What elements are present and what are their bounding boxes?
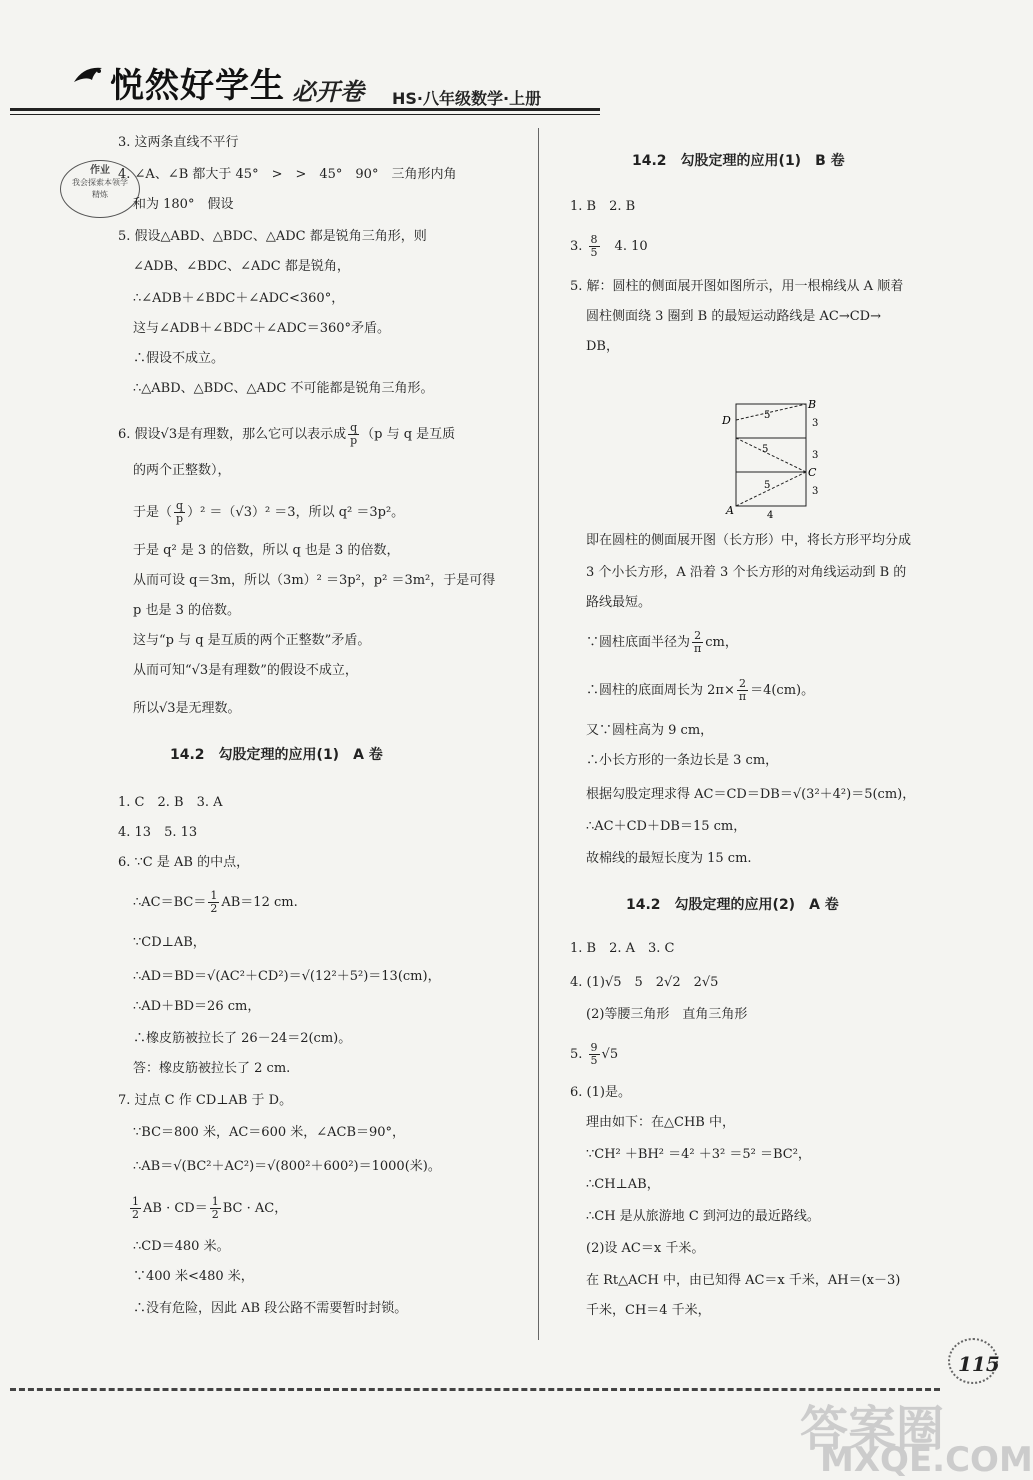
label-c: C [808, 466, 817, 479]
left-line: 5. 假设△ABD、△BDC、△ADC 都是锐角三角形，则 [118, 229, 427, 244]
right-line [570, 1042, 618, 1067]
section-heading: 14.2 勾股定理的应用(1) A 卷 [170, 747, 383, 763]
right-line: (2)设 AC＝x 千米。 [586, 1241, 705, 1256]
height-label: 3 [812, 486, 819, 497]
right-line [586, 630, 738, 655]
page-header [0, 0, 1000, 140]
stamp-line-2: 我会探索本领学 [72, 178, 128, 187]
right-line: 1. B 2. A 3. C [570, 941, 675, 956]
fraction-denominator: π [738, 690, 747, 703]
left-line [133, 890, 298, 915]
left-line: 3. 这两条直线不平行 [118, 135, 239, 150]
fraction-numerator: 2 [692, 630, 703, 643]
label-a: A [726, 504, 734, 517]
left-line: ∠ADB、∠BDC、∠ADC 都是锐角， [133, 259, 350, 274]
right-line: 理由如下：在△CHB 中， [586, 1115, 735, 1130]
text-span: ）² ＝（√3）² ＝3，所以 q² ＝3p²。 [187, 505, 405, 520]
stamp-line-1: 作业 [90, 165, 110, 176]
section-heading: 14.2 勾股定理的应用(1) B 卷 [632, 153, 845, 169]
section-heading: 14.2 勾股定理的应用(2) A 卷 [626, 897, 839, 913]
height-label: 3 [812, 418, 819, 429]
text-span: √5 [601, 1047, 619, 1062]
brand-title: 悦然好学生 [110, 66, 285, 106]
fraction [130, 1196, 141, 1221]
segment-length: 5 [762, 444, 769, 455]
fraction [210, 1196, 221, 1221]
right-line: 千米，CH＝4 千米， [586, 1303, 711, 1318]
left-line: 答：橡皮筋被拉长了 2 cm. [133, 1061, 291, 1076]
right-line: ∵CH² ＋BH² ＝4² ＋3² ＝5² ＝BC²， [586, 1147, 811, 1162]
left-line: 这与“p 与 q 是互质的两个正整数”矛盾。 [133, 633, 371, 648]
right-line: 路线最短。 [586, 595, 652, 610]
bird-logo-icon [72, 62, 108, 92]
right-line: ∴CH⊥AB， [586, 1177, 660, 1192]
left-line: ∵400 米<480 米， [133, 1269, 254, 1284]
left-line: 4. ∠A、∠B 都大于 45° > > 45° 90° 三角形内角 [118, 167, 457, 182]
right-line [586, 678, 814, 703]
left-line: 所以√3是无理数。 [133, 701, 241, 716]
fraction-denominator: p [176, 512, 184, 525]
left-line: ∵BC＝800 米，AC＝600 米，∠ACB＝90°， [133, 1125, 406, 1140]
right-line: 即在圆柱的侧面展开图（长方形）中，将长方形平均分成 [586, 533, 912, 548]
left-line: ∴橡皮筋被拉长了 26－24＝2(cm)。 [133, 1031, 352, 1046]
fraction [174, 500, 185, 525]
left-line: ∴CD＝480 米。 [133, 1239, 230, 1254]
right-line: 5. 解：圆柱的侧面展开图如图所示，用一根棉线从 A 顺着 [570, 279, 904, 294]
text-span: ∴圆柱的底面周长为 2π× [586, 683, 735, 698]
brand-subtitle: 必开卷 [292, 77, 364, 106]
watermark-logo-text: 答案圈 [800, 1401, 945, 1457]
left-line: ∴AB＝√(BC²＋AC²)＝√(800²＋600²)＝1000(米)。 [133, 1159, 441, 1174]
text-span: AB · CD＝ [143, 1201, 208, 1216]
fraction-denominator: π [694, 642, 702, 655]
right-line: 1. B 2. B [570, 199, 636, 214]
left-line: p 也是 3 的倍数。 [133, 603, 240, 618]
course-title: HS·八年级数学·上册 [392, 89, 542, 108]
left-line: 于是 q² 是 3 的倍数，所以 q 也是 3 的倍数， [133, 543, 400, 558]
fraction-numerator: q [350, 421, 358, 434]
left-line: 和为 180° 假设 [133, 197, 234, 212]
segment-length: 5 [764, 410, 771, 421]
left-line: ∴没有危险，因此 AB 段公路不需要暂时封锁。 [133, 1301, 408, 1316]
left-line: 从而可知“√3是有理数”的假设不成立， [133, 663, 358, 678]
text-span: 3. [570, 239, 587, 254]
page-number: 115 [958, 1352, 1000, 1376]
left-line: ∴AD＝BD＝√(AC²＋CD²)＝√(12²＋5²)＝13(cm)， [133, 969, 441, 984]
text-span: BC · AC， [222, 1201, 288, 1216]
text-span: 于是（ [133, 505, 173, 520]
column-divider [538, 128, 539, 1340]
label-d: D [722, 414, 731, 427]
text-span: ＝4(cm)。 [750, 683, 815, 698]
left-line [118, 422, 455, 447]
watermark [800, 1390, 1033, 1480]
left-line: 4. 13 5. 13 [118, 825, 198, 840]
left-line: 6. ∵C 是 AB 的中点， [118, 855, 250, 870]
right-line: 圆柱侧面绕 3 圈到 B 的最短运动路线是 AC→CD→ [586, 309, 881, 324]
fraction [208, 890, 219, 915]
fraction-denominator: p [350, 434, 358, 447]
text-span: 5. [570, 1047, 587, 1062]
text-span: ∴AC＝BC＝ [133, 895, 207, 910]
fraction-numerator: 1 [210, 889, 218, 902]
fraction-numerator: 1 [211, 1195, 219, 1208]
text-span: ∵圆柱底面半径为 [586, 635, 691, 650]
right-line [570, 234, 648, 259]
fraction-numerator: 8 [590, 233, 598, 246]
left-line: 1. C 2. B 3. A [118, 795, 223, 810]
fraction-denominator: 2 [210, 902, 218, 915]
text-span: （p 与 q 是互质 [361, 427, 456, 442]
fraction [589, 234, 600, 259]
right-line: 故棉线的最短长度为 15 cm. [586, 851, 752, 866]
watermark-url: MXQE.COM [820, 1440, 1033, 1480]
right-line: 在 Rt△ACH 中，由已知得 AC＝x 千米，AH＝(x－3) [586, 1273, 901, 1288]
left-line: ∴AD＋BD＝26 cm， [133, 999, 261, 1014]
right-line: ∴小长方形的一条边长是 3 cm， [586, 753, 779, 768]
left-line: 这与∠ADB＋∠BDC＋∠ADC＝360°矛盾。 [133, 321, 391, 336]
right-line: 又∵圆柱高为 9 cm， [586, 723, 714, 738]
left-line: ∴假设不成立。 [133, 351, 225, 366]
label-b: B [808, 398, 817, 411]
header-rule [10, 108, 600, 111]
text-span: AB＝12 cm. [221, 895, 298, 910]
fraction [692, 630, 703, 655]
left-line: ∴△ABD、△BDC、△ADC 不可能都是锐角三角形。 [133, 381, 434, 396]
fraction-denominator: 5 [590, 246, 598, 259]
left-line: ∴∠ADB＋∠BDC＋∠ADC<360°， [133, 291, 345, 306]
fraction-numerator: 2 [737, 678, 748, 691]
right-line: 3 个小长方形，A 沿着 3 个长方形的对角线运动到 B 的 [586, 565, 907, 580]
header-rule-thin [10, 114, 600, 115]
text-span: cm， [705, 635, 738, 650]
right-line: (2)等腰三角形 直角三角形 [586, 1007, 748, 1022]
right-line: 根据勾股定理求得 AC＝CD＝DB＝√(3²＋4²)＝5(cm)， [586, 787, 916, 802]
fraction [348, 422, 359, 447]
cylinder-unfold-diagram [712, 392, 832, 522]
width-label: 4 [767, 510, 774, 521]
text-span: 6. 假设√3是有理数，那么它可以表示成 [118, 427, 347, 442]
right-line: 4. (1)√5 5 2√2 2√5 [570, 975, 719, 990]
right-line: DB， [586, 339, 619, 354]
fraction-denominator: 2 [132, 1208, 139, 1221]
left-line: 从而可设 q＝3m，所以（3m）² ＝3p²，p² ＝3m²，于是可得 [133, 573, 496, 588]
fraction-denominator: 5 [590, 1054, 598, 1067]
fraction [737, 678, 748, 703]
left-line: ∵CD⊥AB， [133, 935, 206, 950]
left-line [128, 1196, 287, 1221]
fraction-numerator: 9 [590, 1041, 598, 1054]
height-label: 3 [812, 450, 819, 461]
fraction [589, 1042, 600, 1067]
right-line: 6. (1)是。 [570, 1085, 631, 1100]
right-line: ∴AC＋CD＋DB＝15 cm， [586, 819, 747, 834]
fraction-numerator: q [176, 499, 184, 512]
left-line: 的两个正整数）， [133, 463, 231, 478]
right-line: ∴CH 是从旅游地 C 到河边的最近路线。 [586, 1209, 820, 1224]
stamp-line-3: 精炼 [92, 190, 108, 199]
fraction-denominator: 2 [211, 1208, 219, 1221]
fraction-numerator: 1 [132, 1195, 139, 1208]
left-line [133, 500, 404, 525]
segment-length: 5 [764, 480, 771, 491]
left-line: 7. 过点 C 作 CD⊥AB 于 D。 [118, 1093, 293, 1108]
text-span: 4. 10 [601, 239, 648, 254]
